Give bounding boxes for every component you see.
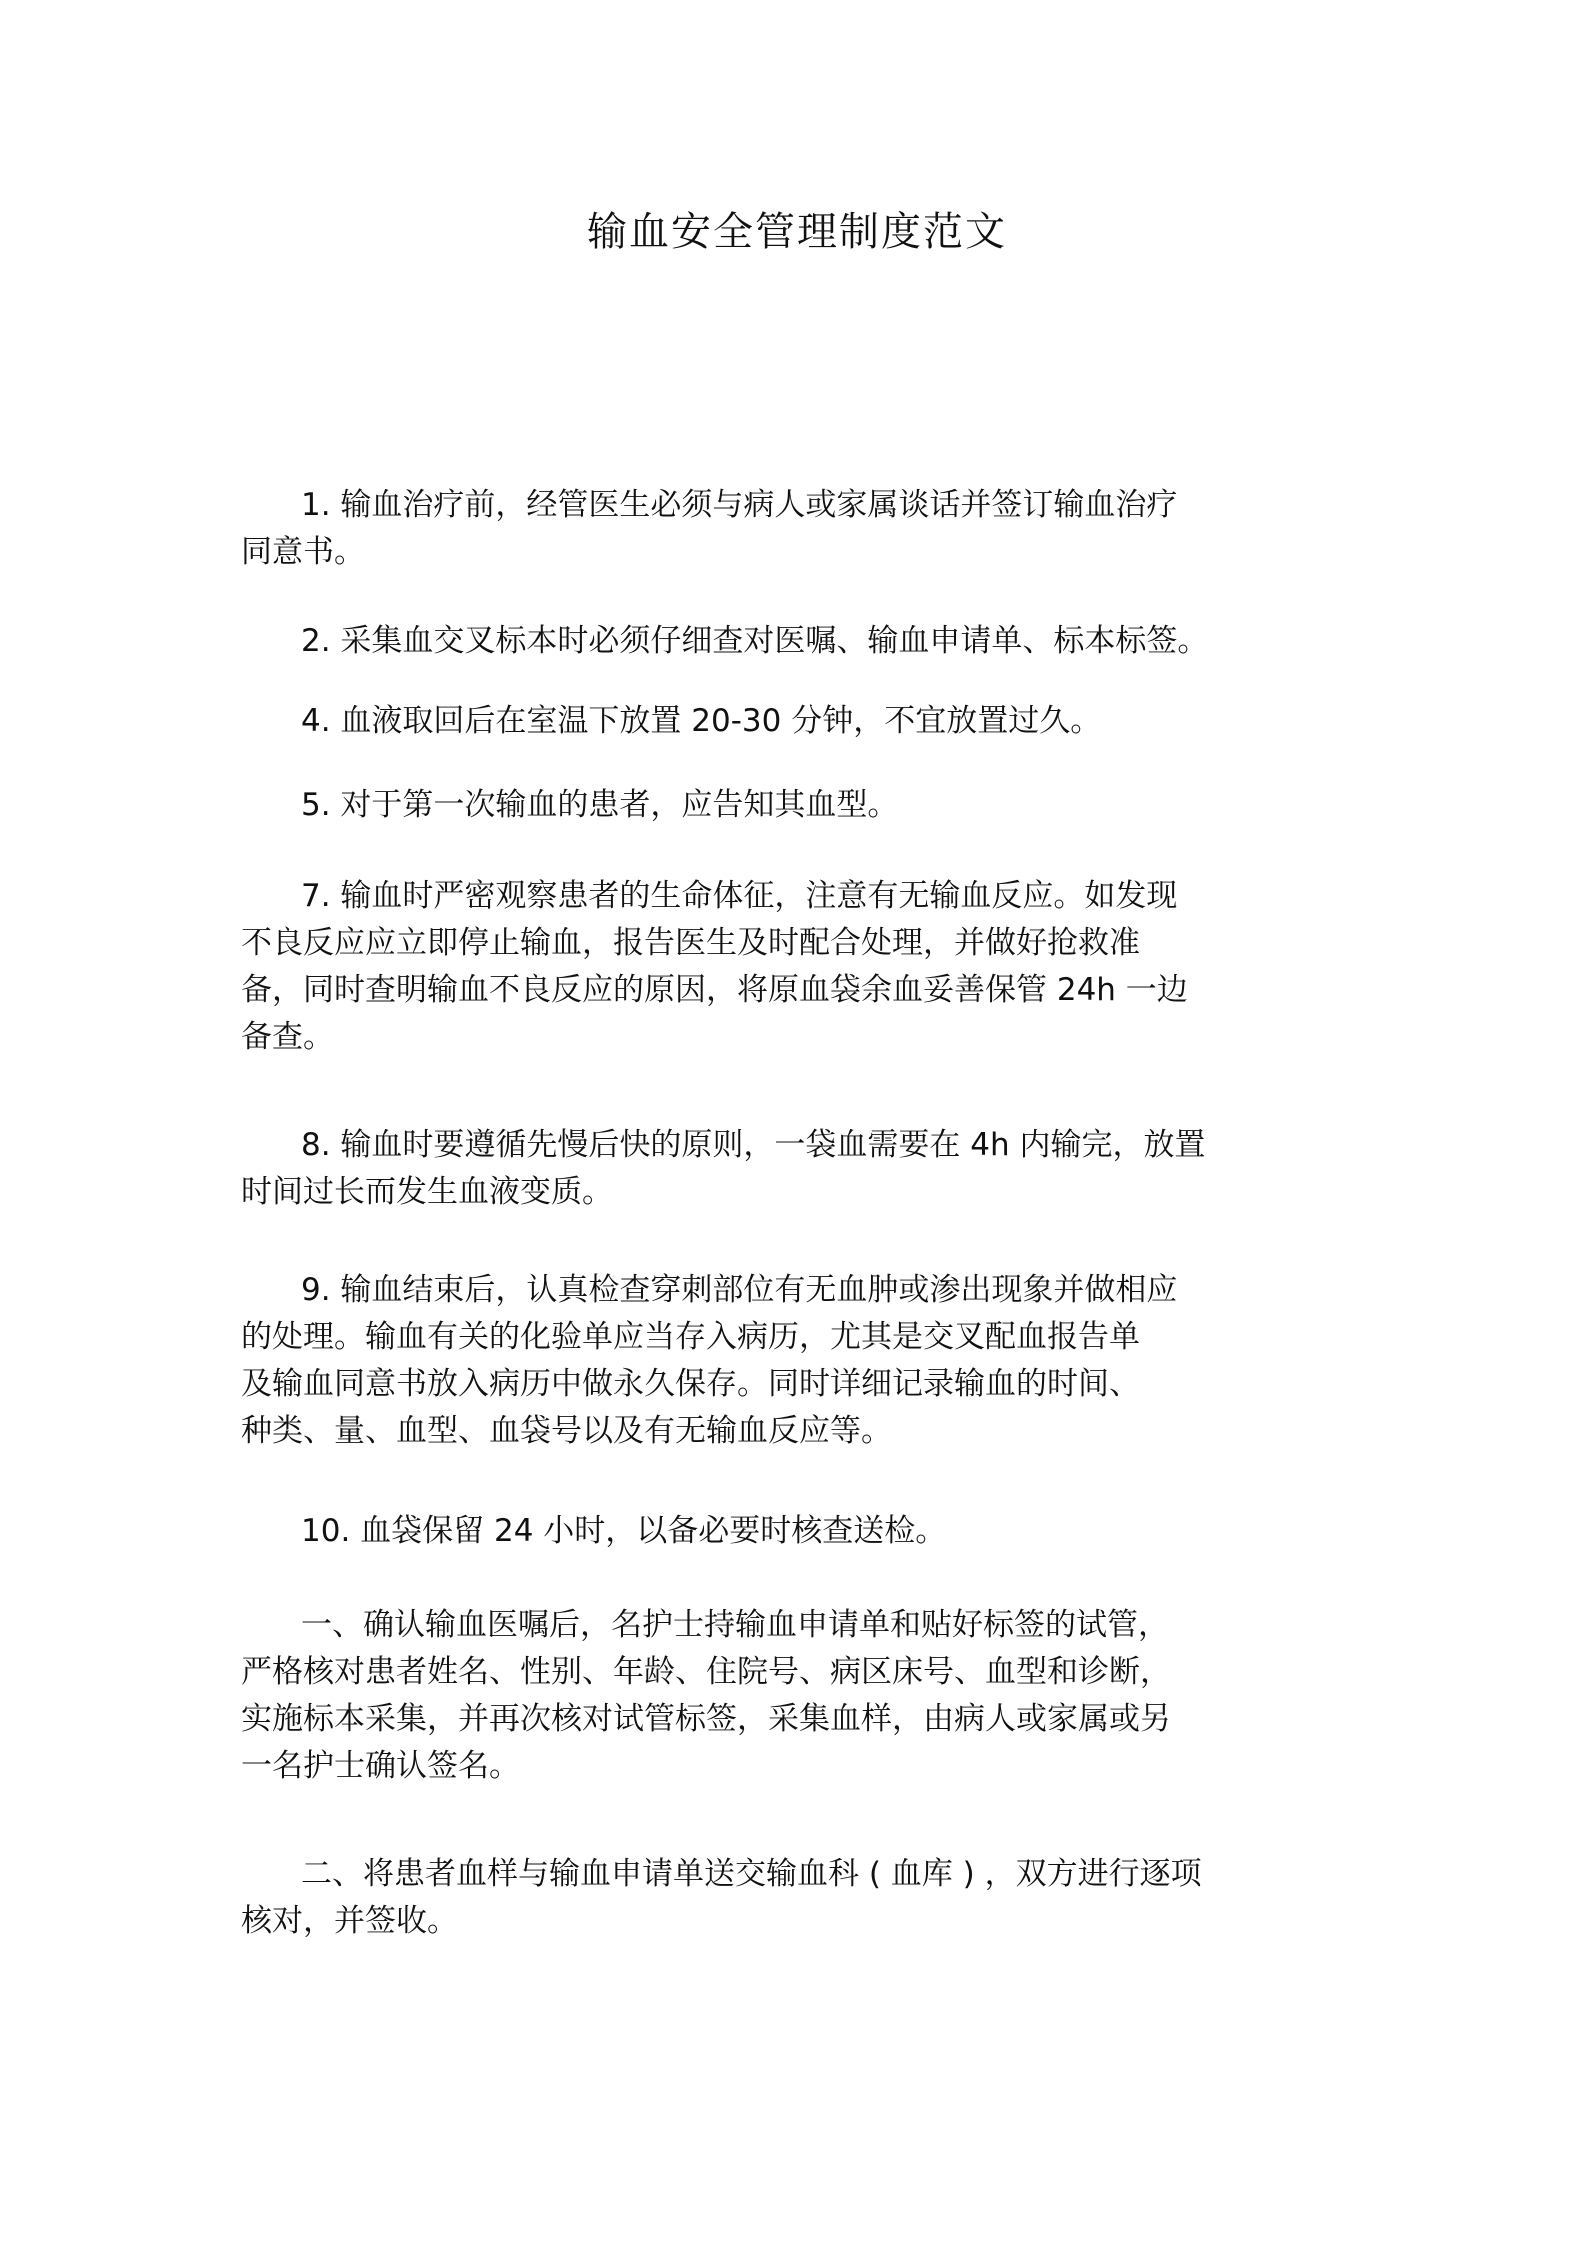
paragraph-line: 备，同时查明输血不良反应的原因，将原血袋余血妥善保管 24h 一边: [241, 972, 1188, 1008]
paragraph-5: [241, 782, 1361, 829]
paragraph-section-1: [241, 1602, 1361, 1790]
paragraph-1: [241, 482, 1361, 576]
paragraph-line: 9. 输血结束后，认真检查穿刺部位有无血肿或渗出现象并做相应: [301, 1272, 1178, 1308]
paragraph-line: 同意书。: [241, 534, 365, 570]
paragraph-line: 一、确认输血医嘱后，名护士持输血申请单和贴好标签的试管，: [301, 1607, 1169, 1643]
paragraph-line: 10. 血袋保留 24 小时，以备必要时核查送检。: [301, 1513, 947, 1549]
paragraph-line: 不良反应应立即停止输血，报告医生及时配合处理，并做好抢救准: [241, 925, 1140, 961]
paragraph-line: 7. 输血时严密观察患者的生命体征，注意有无输血反应。如发现: [301, 878, 1178, 914]
paragraph-10: [241, 1508, 1361, 1555]
paragraph-7: [241, 873, 1361, 1061]
paragraph-line: 一名护士确认签名。: [241, 1748, 520, 1784]
paragraph-line: 核对，并签收。: [241, 1903, 458, 1939]
paragraph-line: 二、将患者血样与输血申请单送交输血科 ( 血库 ) ，双方进行逐项: [301, 1856, 1202, 1892]
paragraph-line: 5. 对于第一次输血的患者，应告知其血型。: [301, 787, 899, 823]
paragraph-line: 2. 采集血交叉标本时必须仔细查对医嘱、输血申请单、标本标签。: [301, 623, 1209, 659]
paragraph-2: [241, 618, 1361, 665]
paragraph-line: 8. 输血时要遵循先慢后快的原则，一袋血需要在 4h 内输完，放置: [301, 1127, 1206, 1163]
paragraph-4: [241, 698, 1361, 745]
paragraph-line: 的处理。输血有关的化验单应当存入病历，尤其是交叉配血报告单: [241, 1319, 1140, 1355]
paragraph-line: 及输血同意书放入病历中做永久保存。同时详细记录输血的时间、: [241, 1366, 1140, 1402]
paragraph-line: 时间过长而发生血液变质。: [241, 1174, 613, 1210]
paragraph-line: 种类、量、血型、血袋号以及有无输血反应等。: [241, 1413, 892, 1449]
paragraph-line: 实施标本采集，并再次核对试管标签，采集血样，由病人或家属或另: [241, 1701, 1171, 1737]
paragraph-line: 1. 输血治疗前，经管医生必须与病人或家属谈话并签订输血治疗: [301, 487, 1178, 523]
paragraph-section-2: [241, 1851, 1361, 1945]
paragraph-line: 备查。: [241, 1019, 334, 1055]
paragraph-line: 严格核对患者姓名、性别、年龄、住院号、病区床号、血型和诊断，: [241, 1654, 1171, 1690]
paragraph-9: [241, 1267, 1361, 1455]
paragraph-8: [241, 1122, 1361, 1216]
paragraph-line: 4. 血液取回后在室温下放置 20-30 分钟，不宜放置过久。: [301, 703, 1102, 739]
document-title: 输血安全管理制度范文: [587, 209, 1007, 255]
